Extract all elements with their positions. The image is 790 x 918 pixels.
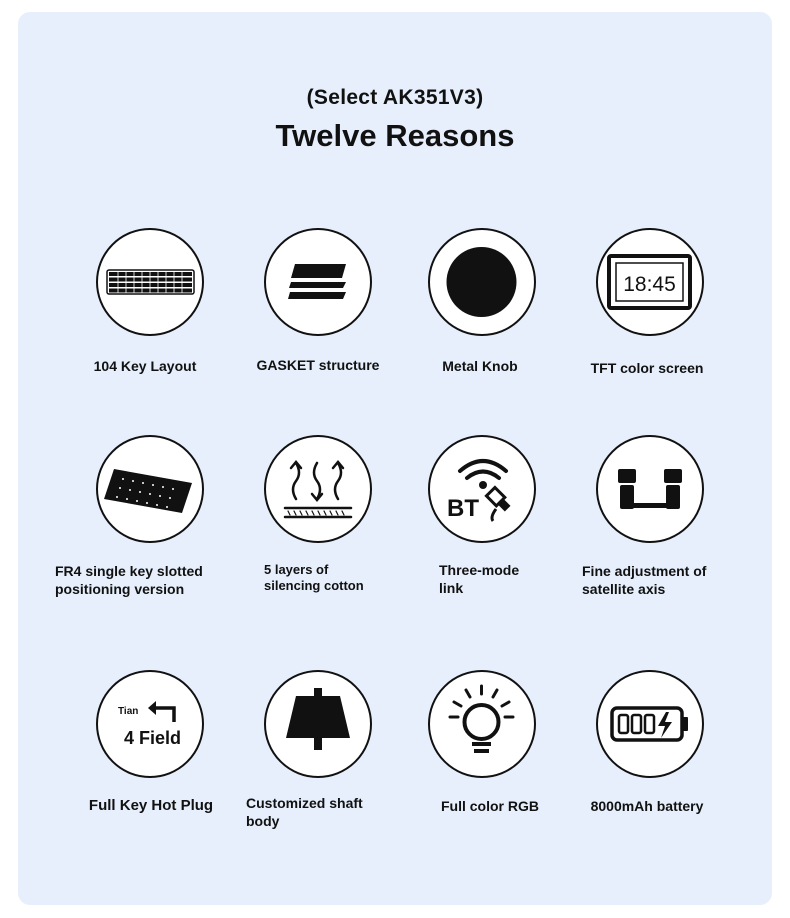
feature-label-shaft-line1: Customized shaft: [246, 795, 363, 811]
feature-label-hot-plug: Full Key Hot Plug: [88, 797, 214, 814]
gasket-layers-icon: [264, 228, 372, 336]
feature-label-tft: TFT color screen: [590, 360, 704, 376]
screen-time-text: 18:45: [623, 273, 676, 296]
page-title: Twelve Reasons: [275, 118, 515, 153]
fr4-plate-icon: [96, 435, 204, 543]
keyboard-icon: [96, 228, 204, 336]
feature-label-fr4-line1: FR4 single key slotted: [55, 563, 203, 579]
feature-label-metal-knob: Metal Knob: [442, 358, 518, 374]
rgb-bulb-icon: [428, 670, 536, 778]
page-subtitle: (Select AK351V3): [306, 86, 484, 109]
hot-plug-big-text: 4 Field: [124, 728, 182, 748]
feature-label-cotton-line1: 5 layers of: [264, 562, 329, 577]
three-mode-link-icon: [428, 435, 536, 543]
feature-label-rgb: Full color RGB: [441, 798, 539, 814]
feature-label-fr4-line2: positioning version: [55, 581, 185, 597]
battery-icon: [596, 670, 704, 778]
feature-label-satellite-line1: Fine adjustment of: [582, 563, 707, 579]
hot-plug-icon: [96, 670, 204, 778]
silencing-cotton-icon: [264, 435, 372, 543]
feature-label-gasket: GASKET structure: [256, 357, 380, 373]
tft-screen-icon: [596, 228, 704, 336]
feature-label-cotton-line2: silencing cotton: [264, 578, 364, 593]
feature-label-shaft-line2: body: [246, 813, 280, 829]
satellite-axis-icon: [596, 435, 704, 543]
feature-label-link-line2: link: [439, 580, 464, 596]
feature-label-battery: 8000mAh battery: [590, 798, 704, 814]
feature-label-link-line1: Three-mode: [439, 562, 520, 578]
feature-label-104-key: 104 Key Layout: [93, 358, 197, 374]
hot-plug-small-text: Tian: [118, 706, 139, 717]
bt-text: BT: [447, 495, 479, 522]
metal-knob-icon: [428, 228, 536, 336]
switch-shaft-icon: [264, 670, 372, 778]
feature-label-satellite-line2: satellite axis: [582, 581, 666, 597]
